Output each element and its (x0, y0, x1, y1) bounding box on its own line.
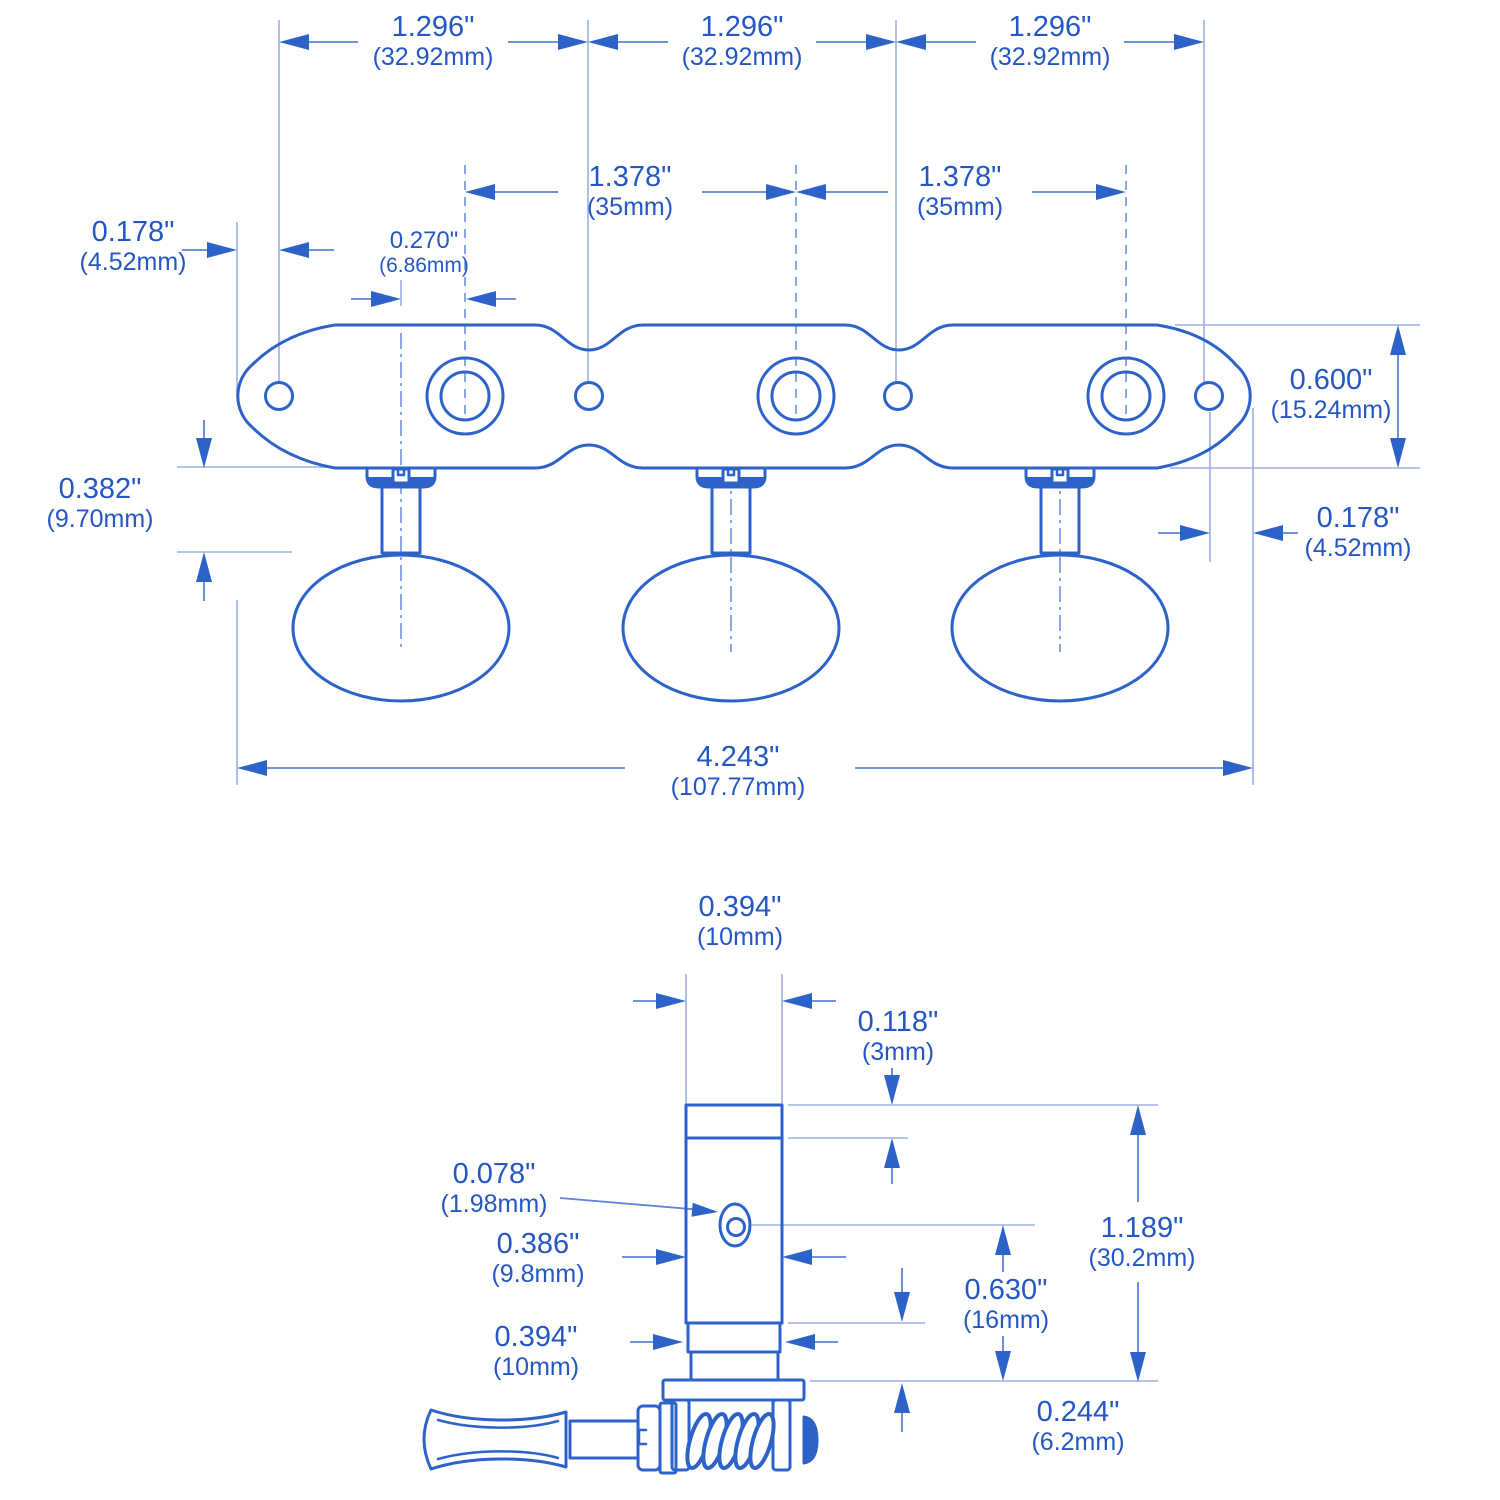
dim-label-string-hole (441, 1159, 548, 1220)
dim-value: 0.118" (857, 1006, 939, 1038)
dim-label-hole-spacing-3 (990, 12, 1111, 73)
dim-mm-value: (6.2mm) (1031, 1428, 1125, 1456)
dimension-lines (182, 42, 1398, 1432)
post-collar-lower (691, 1352, 778, 1380)
bracket-flange-right (773, 1400, 790, 1470)
dim-mm-value: (9.70mm) (46, 505, 154, 533)
post-collar-upper (688, 1323, 780, 1352)
adjust-screw-head (638, 1406, 660, 1470)
shaft-end-cap (804, 1417, 817, 1463)
drive-shaft (570, 1421, 638, 1458)
linework-dimension (182, 42, 1398, 1432)
dim-value: 0.394" (698, 891, 782, 923)
tuner-button-side (424, 1410, 566, 1469)
dim-mm-value: (9.8mm) (491, 1260, 585, 1288)
dim-value: 1.296" (700, 11, 784, 43)
dim-label-post-height (1089, 1213, 1196, 1274)
dim-label-cap-height (858, 1007, 939, 1068)
dim-mm-value: (1.98mm) (440, 1190, 548, 1218)
dim-value: 0.382" (58, 473, 142, 505)
dim-label-edge-offset-left (80, 217, 187, 278)
dim-mm-value: (10mm) (492, 1353, 580, 1381)
dim-mm-value: (35mm) (586, 193, 674, 221)
dim-mm-value: (10mm) (696, 923, 784, 951)
extension-lines (177, 20, 1420, 1381)
dim-mm-value: (35mm) (916, 193, 1004, 221)
dim-label-post-width-top (697, 892, 783, 953)
dim-label-plate-height (1271, 365, 1392, 426)
dim-label-hole-to-base (963, 1275, 1049, 1336)
dim-label-hole-spacing-2 (682, 12, 803, 73)
dim-value: 0.270" (389, 227, 459, 254)
front-view (238, 325, 1250, 701)
dim-label-plate-length (671, 742, 806, 803)
mounting-hole-2 (576, 383, 603, 410)
dim-value: 0.178" (1316, 502, 1400, 534)
dim-value: 1.296" (391, 11, 475, 43)
mounting-hole-4 (1196, 383, 1223, 410)
dim-label-edge-offset-right (1305, 503, 1412, 564)
screw-slot (639, 1430, 646, 1444)
tuner-button-side-detail (438, 1420, 558, 1459)
dim-mm-value: (16mm) (962, 1306, 1050, 1334)
dim-mm-value: (107.77mm) (670, 773, 806, 801)
plate-outline (238, 325, 1250, 468)
dim-label-collar-height (1031, 1397, 1124, 1458)
dim-value: 1.378" (918, 161, 1002, 193)
dim-value: 0.600" (1289, 364, 1373, 396)
dim-value: 0.244" (1036, 1396, 1120, 1428)
dim-value: 1.189" (1100, 1212, 1184, 1244)
dim-mm-value: (15.24mm) (1270, 396, 1392, 424)
dim-value: 0.394" (494, 1321, 578, 1353)
button-assembly-1 (293, 469, 509, 701)
dim-label-button-offset (379, 228, 469, 279)
shaft-washer (660, 1403, 676, 1473)
dim-label-roller-spacing-1 (587, 162, 673, 223)
mounting-hole-1 (266, 383, 293, 410)
dim-value: 4.243" (696, 741, 780, 773)
dim-mm-value: (32.92mm) (989, 43, 1111, 71)
dim-label-stem-length (47, 474, 154, 535)
dim-value: 0.178" (91, 216, 175, 248)
arrowheads (196, 34, 1406, 1413)
dim-value: 0.630" (964, 1274, 1048, 1306)
dim-value: 1.296" (1008, 11, 1092, 43)
dim-mm-value: (32.92mm) (681, 43, 803, 71)
linework-extension (177, 20, 1420, 1381)
dim-mm-value: (32.92mm) (372, 43, 494, 71)
gear-bracket-plate (663, 1380, 804, 1400)
dim-label-post-width (491, 1229, 584, 1290)
worm-gear (683, 1412, 779, 1471)
dim-mm-value: (6.86mm) (379, 254, 469, 277)
dim-value: 0.386" (496, 1228, 580, 1260)
dim-mm-value: (3mm) (861, 1038, 935, 1066)
dim-mm-value: (30.2mm) (1088, 1244, 1196, 1272)
string-hole-inner (728, 1219, 745, 1236)
dim-mm-value: (4.52mm) (1304, 534, 1412, 562)
roller-centerlines (465, 165, 1126, 414)
dim-value: 1.378" (588, 161, 672, 193)
dim-mm-value: (4.52mm) (79, 248, 187, 276)
dim-label-roller-spacing-2 (917, 162, 1003, 223)
mounting-hole-3 (885, 383, 912, 410)
dim-label-post-width-base (493, 1322, 579, 1383)
dim-label-hole-spacing-1 (373, 12, 494, 73)
dim-value: 0.078" (452, 1158, 536, 1190)
